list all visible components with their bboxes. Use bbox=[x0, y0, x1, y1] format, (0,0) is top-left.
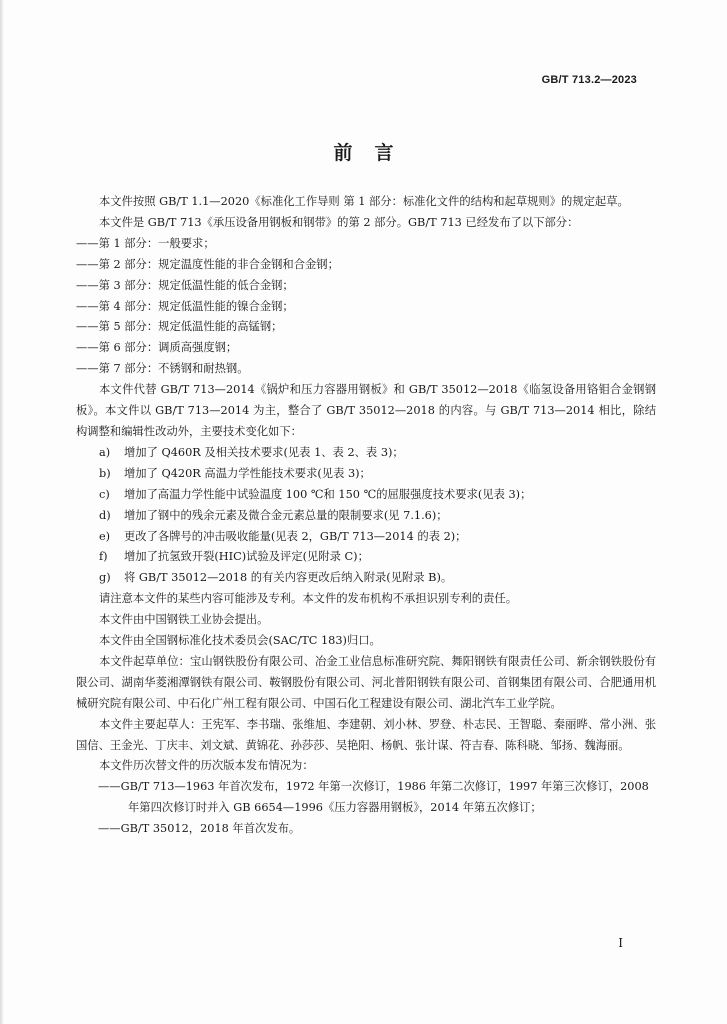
history-item: ——GB/T 35012，2018 年首次发布。 bbox=[98, 822, 301, 836]
change-marker: a) bbox=[99, 445, 111, 459]
technical-changes-list bbox=[76, 443, 656, 589]
change-marker: g) bbox=[99, 571, 111, 585]
change-item bbox=[76, 464, 656, 485]
change-marker: d) bbox=[99, 508, 111, 522]
history-item: ——GB/T 713—1963 年首次发布，1972 年第一次修订，1986 年第二次修订，1997 年第三次修订，2008 年第四次修订时并入 GB 6654—1996《压力容器用钢板》，2014 年第五次修订； bbox=[98, 780, 653, 815]
change-item bbox=[76, 485, 656, 506]
history-list bbox=[76, 777, 656, 840]
paragraph-drafters: 本文件主要起草人：王宪军、李书瑞、张维旭、李建朝、刘小林、罗登、朴志民、王智聪、秦丽晔、常小洲、张国信、王金光、丁庆丰、刘文斌、黄锦花、孙莎莎、吴艳阳、杨帆、张计谋、符吉春、陈科晓、邹扬、魏海丽。 bbox=[76, 717, 656, 752]
paragraph-drafting-units: 本文件起草单位：宝山钢铁股份有限公司、冶金工业信息标准研究院、舞阳钢铁有限责任公司、新余钢铁股份有限公司、湖南华菱湘潭钢铁有限公司、鞍钢股份有限公司、河北普阳钢铁有限公司、首钢集团有限公司、合肥通用机械研究院有限公司、中石化广州工程有限公司、中国石化工程建设有限公司、湖北汽车工业学院。 bbox=[76, 654, 656, 710]
change-marker: b) bbox=[99, 466, 111, 480]
change-item bbox=[76, 527, 656, 548]
paragraph-series-intro: 本文件是 GB/T 713《承压设备用钢板和钢带》的第 2 部分。GB/T 713 已经发布了以下部分： bbox=[99, 215, 579, 229]
change-text: 增加了钢中的残余元素及微合金元素总量的限制要求(见 7.1.6)； bbox=[124, 508, 448, 522]
change-item bbox=[76, 443, 656, 464]
change-marker: c) bbox=[99, 487, 110, 501]
parts-list-item: ——第 6 部分：调质高强度钢； bbox=[76, 341, 238, 355]
paragraph-committee: 本文件由全国钢标准化技术委员会(SAC/TC 183)归口。 bbox=[99, 634, 381, 648]
change-text: 增加了 Q460R 及相关技术要求(见表 1、表 2、表 3)； bbox=[124, 445, 404, 459]
change-text: 更改了各牌号的冲击吸收能量(见表 2，GB/T 713—2014 的表 2)； bbox=[124, 529, 467, 543]
change-marker: f) bbox=[99, 550, 108, 564]
change-item bbox=[76, 506, 656, 527]
parts-list-item: ——第 4 部分：规定低温性能的镍合金钢； bbox=[76, 299, 294, 313]
page-number: I bbox=[618, 936, 623, 950]
change-text: 将 GB/T 35012—2018 的有关内容更改后纳入附录(见附录 B)。 bbox=[124, 571, 453, 585]
page-title: 前言 bbox=[333, 142, 416, 164]
paragraph-history-intro: 本文件历次替文件的历次版本发布情况为： bbox=[99, 759, 314, 773]
standard-code: GB/T 713.2—2023 bbox=[541, 74, 637, 86]
parts-list-item: ——第 2 部分：规定温度性能的非合金钢和合金钢； bbox=[76, 257, 339, 271]
parts-list bbox=[76, 234, 656, 380]
change-text: 增加了高温力学性能中试验温度 100 ℃和 150 ℃的屈服强度技术要求(见表 3)； bbox=[124, 487, 532, 501]
change-text: 增加了抗氢致开裂(HIC)试验及评定(见附录 C)； bbox=[124, 550, 369, 564]
parts-list-item: ——第 1 部分：一般要求； bbox=[76, 236, 215, 250]
change-item bbox=[76, 568, 656, 589]
change-item bbox=[76, 547, 656, 568]
paragraph-proposer: 本文件由中国钢铁工业协会提出。 bbox=[99, 613, 269, 627]
change-text: 增加了 Q420R 高温力学性能技术要求(见表 3)； bbox=[124, 466, 371, 480]
paragraph-patent-notice: 请注意本文件的某些内容可能涉及专利。本文件的发布机构不承担识别专利的责任。 bbox=[99, 592, 517, 606]
document-body bbox=[76, 192, 656, 840]
parts-list-item: ——第 7 部分：不锈钢和耐热钢。 bbox=[76, 362, 249, 376]
change-marker: e) bbox=[99, 529, 111, 543]
parts-list-item: ——第 5 部分：规定低温性能的高锰钢； bbox=[76, 320, 283, 334]
paragraph-drafting-rules: 本文件按照 GB/T 1.1—2020《标准化工作导则 第 1 部分：标准化文件的结构和起草规则》的规定起草。 bbox=[99, 195, 629, 208]
parts-list-item: ——第 3 部分：规定低温性能的低合金钢； bbox=[76, 278, 294, 292]
paragraph-replacement: 本文件代替 GB/T 713—2014《锅炉和压力容器用钢板》和 GB/T 35012—2018《临氢设备用铬钼合金钢钢板》。本文件以 GB/T 713—2014 为主，整合了 GB/T 35012—2018 的内容。与 GB/T 713—2014 相比，除结构调整和编辑性改动外，主要技术变化如下： bbox=[76, 383, 656, 438]
